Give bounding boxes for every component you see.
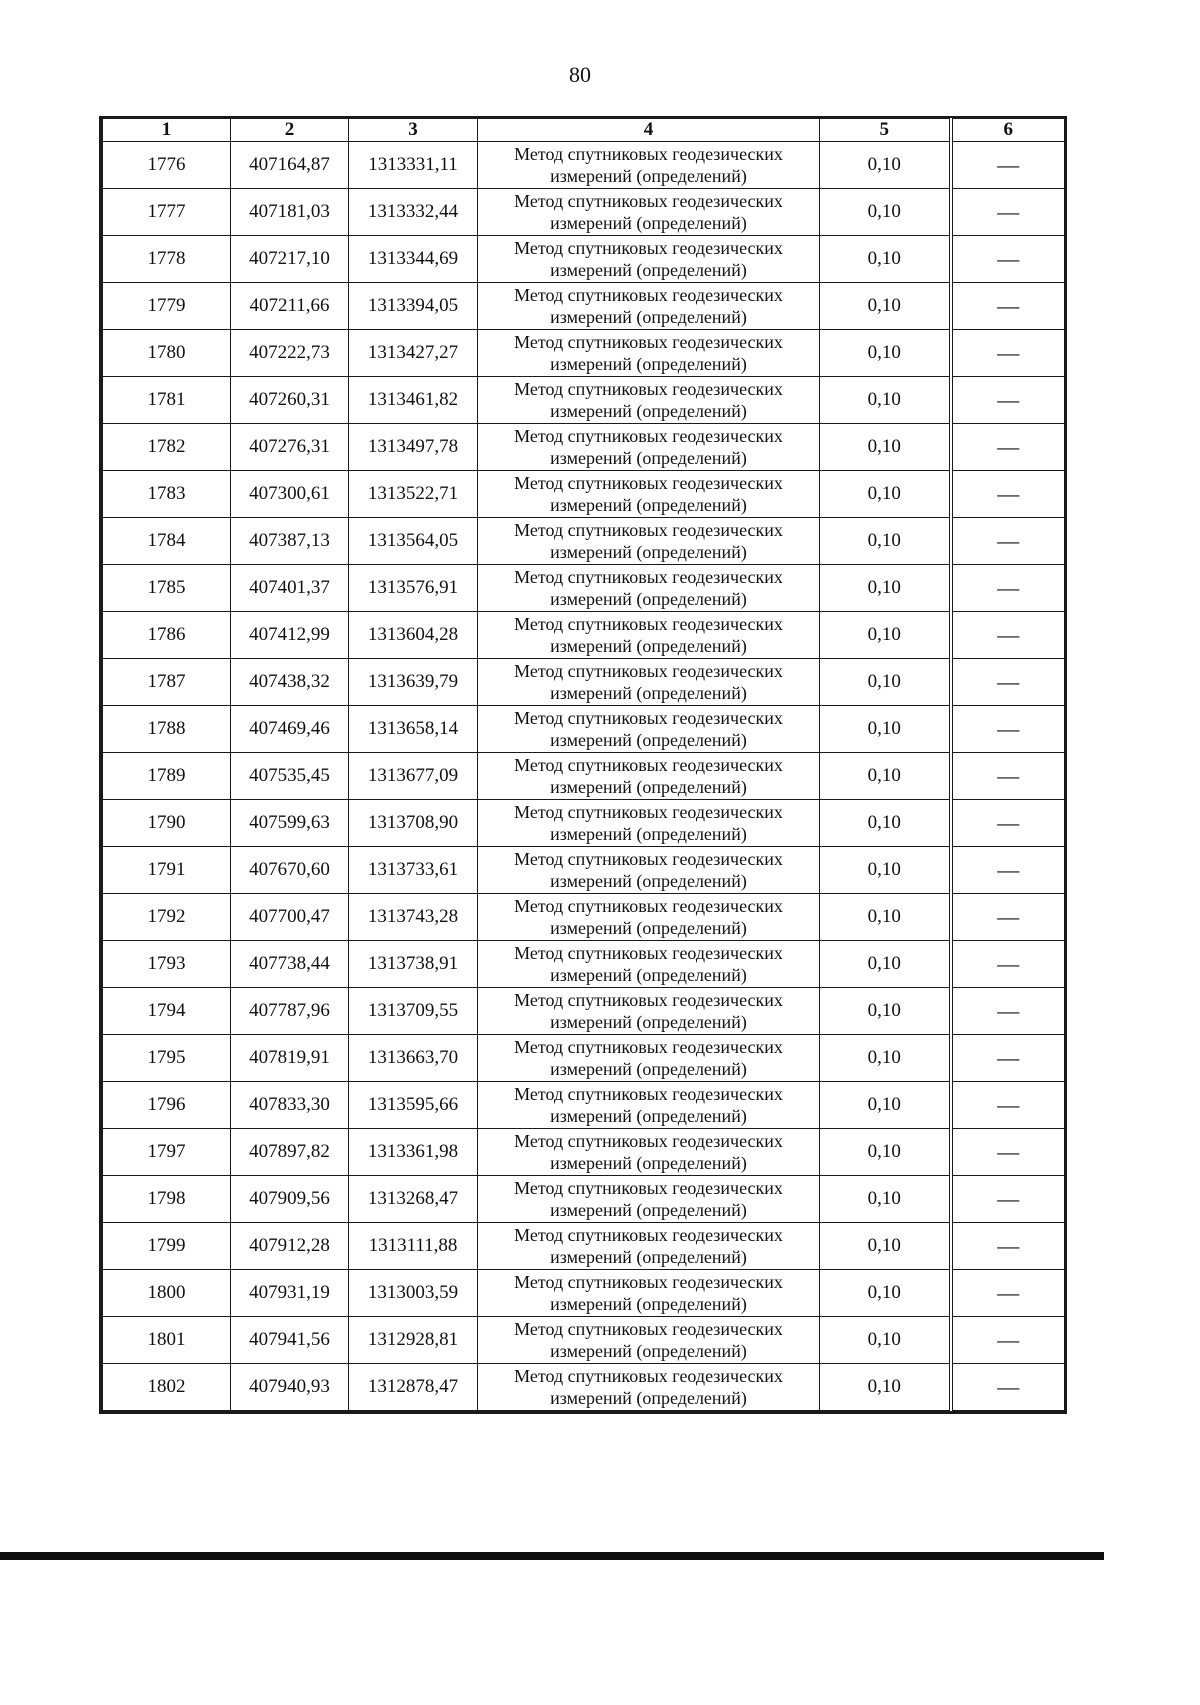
point-number-cell: 1788 [103, 706, 231, 753]
coordinate-x-cell: 407700,47 [231, 894, 349, 941]
point-number-cell: 1793 [103, 941, 231, 988]
method-cell [478, 800, 820, 847]
coordinate-x-cell: 407211,66 [231, 283, 349, 330]
accuracy-cell: 0,10 [820, 706, 951, 753]
table-row [103, 471, 1065, 518]
method-text-line-1: Метод спутниковых геодезических [514, 567, 783, 587]
coordinate-y-cell: 1313677,09 [349, 753, 478, 800]
method-text-line-1: Метод спутниковых геодезических [514, 990, 783, 1010]
table-row [103, 706, 1065, 753]
method-cell [478, 1129, 820, 1176]
table-row [103, 612, 1065, 659]
coordinate-x-cell: 407787,96 [231, 988, 349, 1035]
coordinate-y-cell: 1313564,05 [349, 518, 478, 565]
accuracy-cell: 0,10 [820, 894, 951, 941]
table-row [103, 659, 1065, 706]
table-row [103, 565, 1065, 612]
coordinate-y-cell: 1313604,28 [349, 612, 478, 659]
coordinate-y-cell: 1313332,44 [349, 189, 478, 236]
method-cell [478, 1223, 820, 1270]
method-text-line-2: измерений (определений) [550, 730, 747, 750]
method-text-line-1: Метод спутниковых геодезических [514, 238, 783, 258]
note-cell: — [951, 612, 1065, 659]
note-cell: — [951, 1223, 1065, 1270]
method-text-line-2: измерений (определений) [550, 683, 747, 703]
point-number-cell: 1795 [103, 1035, 231, 1082]
method-text-line-1: Метод спутниковых геодезических [514, 1319, 783, 1339]
coordinate-y-cell: 1313461,82 [349, 377, 478, 424]
point-number-cell: 1780 [103, 330, 231, 377]
note-cell: — [951, 424, 1065, 471]
point-number-cell: 1776 [103, 142, 231, 189]
method-cell [478, 1364, 820, 1411]
coordinate-x-cell: 407912,28 [231, 1223, 349, 1270]
table-row [103, 800, 1065, 847]
coordinate-y-cell: 1313738,91 [349, 941, 478, 988]
note-cell: — [951, 1270, 1065, 1317]
method-text-line-1: Метод спутниковых геодезических [514, 896, 783, 916]
note-cell: — [951, 330, 1065, 377]
point-number-cell: 1798 [103, 1176, 231, 1223]
note-cell: — [951, 988, 1065, 1035]
accuracy-cell: 0,10 [820, 1223, 951, 1270]
coordinate-y-cell: 1313361,98 [349, 1129, 478, 1176]
method-text-line-1: Метод спутниковых геодезических [514, 708, 783, 728]
method-cell [478, 988, 820, 1035]
method-text-line-1: Метод спутниковых геодезических [514, 379, 783, 399]
method-text-line-1: Метод спутниковых геодезических [514, 614, 783, 634]
accuracy-cell: 0,10 [820, 142, 951, 189]
method-text-line-2: измерений (определений) [550, 448, 747, 468]
coordinate-y-cell: 1313733,61 [349, 847, 478, 894]
method-text-line-2: измерений (определений) [550, 1341, 747, 1361]
note-cell: — [951, 377, 1065, 424]
table-row [103, 847, 1065, 894]
method-cell [478, 471, 820, 518]
point-number-cell: 1784 [103, 518, 231, 565]
coordinate-x-cell: 407469,46 [231, 706, 349, 753]
coordinate-y-cell: 1313709,55 [349, 988, 478, 1035]
method-cell [478, 189, 820, 236]
method-text-line-1: Метод спутниковых геодезических [514, 1178, 783, 1198]
coordinate-y-cell: 1313663,70 [349, 1035, 478, 1082]
method-cell [478, 612, 820, 659]
accuracy-cell: 0,10 [820, 283, 951, 330]
note-cell: — [951, 189, 1065, 236]
table-header-row [103, 119, 1065, 142]
table-row [103, 1317, 1065, 1364]
note-cell: — [951, 1176, 1065, 1223]
method-cell [478, 1082, 820, 1129]
point-number-cell: 1789 [103, 753, 231, 800]
accuracy-cell: 0,10 [820, 1082, 951, 1129]
accuracy-cell: 0,10 [820, 1176, 951, 1223]
point-number-cell: 1782 [103, 424, 231, 471]
coordinate-x-cell: 407260,31 [231, 377, 349, 424]
method-text-line-1: Метод спутниковых геодезических [514, 1272, 783, 1292]
table-row [103, 1364, 1065, 1411]
accuracy-cell: 0,10 [820, 330, 951, 377]
page-number: 80 [569, 62, 591, 87]
coordinate-y-cell: 1313427,27 [349, 330, 478, 377]
note-cell: — [951, 1082, 1065, 1129]
note-cell: — [951, 894, 1065, 941]
point-number-cell: 1802 [103, 1364, 231, 1411]
table-row [103, 1270, 1065, 1317]
method-cell [478, 706, 820, 753]
table-row [103, 1082, 1065, 1129]
method-cell [478, 518, 820, 565]
note-cell: — [951, 518, 1065, 565]
method-cell [478, 659, 820, 706]
note-cell: — [951, 706, 1065, 753]
accuracy-cell: 0,10 [820, 377, 951, 424]
point-number-cell: 1785 [103, 565, 231, 612]
method-cell [478, 377, 820, 424]
coordinate-x-cell: 407438,32 [231, 659, 349, 706]
method-text-line-1: Метод спутниковых геодезических [514, 661, 783, 681]
coordinate-x-cell: 407940,93 [231, 1364, 349, 1411]
point-number-cell: 1779 [103, 283, 231, 330]
method-text-line-2: измерений (определений) [550, 589, 747, 609]
method-text-line-1: Метод спутниковых геодезических [514, 1366, 783, 1386]
method-cell [478, 894, 820, 941]
coordinate-y-cell: 1313394,05 [349, 283, 478, 330]
coordinate-y-cell: 1313639,79 [349, 659, 478, 706]
note-cell: — [951, 236, 1065, 283]
coordinate-x-cell: 407738,44 [231, 941, 349, 988]
column-header-2: 2 [231, 119, 349, 142]
point-number-cell: 1794 [103, 988, 231, 1035]
table-row [103, 142, 1065, 189]
coordinate-x-cell: 407599,63 [231, 800, 349, 847]
point-number-cell: 1781 [103, 377, 231, 424]
method-cell [478, 847, 820, 894]
coordinate-x-cell: 407535,45 [231, 753, 349, 800]
note-cell: — [951, 800, 1065, 847]
coordinate-x-cell: 407670,60 [231, 847, 349, 894]
coordinate-y-cell: 1312928,81 [349, 1317, 478, 1364]
coordinate-x-cell: 407387,13 [231, 518, 349, 565]
method-text-line-1: Метод спутниковых геодезических [514, 144, 783, 164]
accuracy-cell: 0,10 [820, 988, 951, 1035]
table-row [103, 424, 1065, 471]
coordinate-x-cell: 407909,56 [231, 1176, 349, 1223]
coordinate-x-cell: 407819,91 [231, 1035, 349, 1082]
method-cell [478, 1270, 820, 1317]
accuracy-cell: 0,10 [820, 1270, 951, 1317]
method-text-line-1: Метод спутниковых геодезических [514, 1131, 783, 1151]
point-number-cell: 1787 [103, 659, 231, 706]
accuracy-cell: 0,10 [820, 424, 951, 471]
table-row [103, 1035, 1065, 1082]
table-row [103, 753, 1065, 800]
accuracy-cell: 0,10 [820, 1317, 951, 1364]
column-header-1: 1 [103, 119, 231, 142]
coordinate-x-cell: 407164,87 [231, 142, 349, 189]
method-text-line-1: Метод спутниковых геодезических [514, 943, 783, 963]
method-text-line-2: измерений (определений) [550, 307, 747, 327]
method-text-line-2: измерений (определений) [550, 965, 747, 985]
accuracy-cell: 0,10 [820, 565, 951, 612]
coordinate-x-cell: 407276,31 [231, 424, 349, 471]
point-number-cell: 1799 [103, 1223, 231, 1270]
method-cell [478, 330, 820, 377]
table-row [103, 518, 1065, 565]
accuracy-cell: 0,10 [820, 659, 951, 706]
coordinate-y-cell: 1313344,69 [349, 236, 478, 283]
coordinate-y-cell: 1313331,11 [349, 142, 478, 189]
coordinates-table [99, 116, 1067, 1414]
scan-edge-line [0, 1552, 1104, 1560]
note-cell: — [951, 142, 1065, 189]
coordinate-y-cell: 1313708,90 [349, 800, 478, 847]
method-text-line-2: измерений (определений) [550, 354, 747, 374]
coordinate-y-cell: 1313268,47 [349, 1176, 478, 1223]
coordinate-y-cell: 1313595,66 [349, 1082, 478, 1129]
coordinate-x-cell: 407931,19 [231, 1270, 349, 1317]
coordinate-x-cell: 407833,30 [231, 1082, 349, 1129]
method-text-line-2: измерений (определений) [550, 495, 747, 515]
method-text-line-2: измерений (определений) [550, 871, 747, 891]
note-cell: — [951, 471, 1065, 518]
method-cell [478, 1035, 820, 1082]
coordinate-x-cell: 407300,61 [231, 471, 349, 518]
method-text-line-2: измерений (определений) [550, 542, 747, 562]
method-text-line-1: Метод спутниковых геодезических [514, 473, 783, 493]
accuracy-cell: 0,10 [820, 800, 951, 847]
accuracy-cell: 0,10 [820, 1364, 951, 1411]
coordinate-y-cell: 1312878,47 [349, 1364, 478, 1411]
method-text-line-2: измерений (определений) [550, 213, 747, 233]
method-text-line-2: измерений (определений) [550, 1059, 747, 1079]
note-cell: — [951, 565, 1065, 612]
coordinate-y-cell: 1313111,88 [349, 1223, 478, 1270]
method-text-line-2: измерений (определений) [550, 1388, 747, 1408]
method-text-line-2: измерений (определений) [550, 777, 747, 797]
method-text-line-2: измерений (определений) [550, 636, 747, 656]
accuracy-cell: 0,10 [820, 1035, 951, 1082]
point-number-cell: 1777 [103, 189, 231, 236]
method-text-line-2: измерений (определений) [550, 260, 747, 280]
method-cell [478, 236, 820, 283]
note-cell: — [951, 1035, 1065, 1082]
coordinate-x-cell: 407401,37 [231, 565, 349, 612]
table-row [103, 283, 1065, 330]
point-number-cell: 1792 [103, 894, 231, 941]
note-cell: — [951, 1364, 1065, 1411]
method-cell [478, 565, 820, 612]
method-text-line-2: измерений (определений) [550, 824, 747, 844]
coordinate-y-cell: 1313497,78 [349, 424, 478, 471]
coordinate-x-cell: 407941,56 [231, 1317, 349, 1364]
coordinate-x-cell: 407897,82 [231, 1129, 349, 1176]
method-text-line-2: измерений (определений) [550, 1012, 747, 1032]
method-text-line-1: Метод спутниковых геодезических [514, 1225, 783, 1245]
method-text-line-1: Метод спутниковых геодезических [514, 520, 783, 540]
accuracy-cell: 0,10 [820, 189, 951, 236]
method-cell [478, 1176, 820, 1223]
coordinate-x-cell: 407181,03 [231, 189, 349, 236]
column-header-6: 6 [951, 119, 1065, 142]
point-number-cell: 1801 [103, 1317, 231, 1364]
table-row [103, 1129, 1065, 1176]
method-cell [478, 283, 820, 330]
table-row [103, 236, 1065, 283]
coordinate-x-cell: 407217,10 [231, 236, 349, 283]
table-row [103, 941, 1065, 988]
column-header-4: 4 [478, 119, 820, 142]
note-cell: — [951, 753, 1065, 800]
note-cell: — [951, 1317, 1065, 1364]
method-text-line-1: Метод спутниковых геодезических [514, 1084, 783, 1104]
method-text-line-2: измерений (определений) [550, 1294, 747, 1314]
note-cell: — [951, 283, 1065, 330]
method-text-line-2: измерений (определений) [550, 1106, 747, 1126]
point-number-cell: 1786 [103, 612, 231, 659]
accuracy-cell: 0,10 [820, 236, 951, 283]
table-row [103, 988, 1065, 1035]
point-number-cell: 1778 [103, 236, 231, 283]
method-text-line-1: Метод спутниковых геодезических [514, 285, 783, 305]
method-text-line-1: Метод спутниковых геодезических [514, 332, 783, 352]
method-cell [478, 1317, 820, 1364]
note-cell: — [951, 1129, 1065, 1176]
point-number-cell: 1800 [103, 1270, 231, 1317]
table-row [103, 189, 1065, 236]
method-cell [478, 424, 820, 471]
method-text-line-2: измерений (определений) [550, 1153, 747, 1173]
table-row [103, 1176, 1065, 1223]
coordinate-x-cell: 407412,99 [231, 612, 349, 659]
accuracy-cell: 0,10 [820, 471, 951, 518]
point-number-cell: 1791 [103, 847, 231, 894]
method-text-line-2: измерений (определений) [550, 166, 747, 186]
accuracy-cell: 0,10 [820, 612, 951, 659]
coordinate-y-cell: 1313743,28 [349, 894, 478, 941]
accuracy-cell: 0,10 [820, 941, 951, 988]
method-cell [478, 142, 820, 189]
method-cell [478, 753, 820, 800]
method-text-line-1: Метод спутниковых геодезических [514, 849, 783, 869]
method-text-line-1: Метод спутниковых геодезических [514, 426, 783, 446]
point-number-cell: 1797 [103, 1129, 231, 1176]
coordinate-y-cell: 1313576,91 [349, 565, 478, 612]
coordinate-y-cell: 1313658,14 [349, 706, 478, 753]
table-body [103, 142, 1065, 1411]
method-text-line-1: Метод спутниковых геодезических [514, 191, 783, 211]
method-text-line-2: измерений (определений) [550, 918, 747, 938]
method-text-line-1: Метод спутниковых геодезических [514, 755, 783, 775]
method-text-line-2: измерений (определений) [550, 1200, 747, 1220]
point-number-cell: 1783 [103, 471, 231, 518]
column-header-3: 3 [349, 119, 478, 142]
accuracy-cell: 0,10 [820, 1129, 951, 1176]
accuracy-cell: 0,10 [820, 753, 951, 800]
method-cell [478, 941, 820, 988]
table-row [103, 1223, 1065, 1270]
coordinate-x-cell: 407222,73 [231, 330, 349, 377]
method-text-line-2: измерений (определений) [550, 1247, 747, 1267]
method-text-line-1: Метод спутниковых геодезических [514, 1037, 783, 1057]
table-row [103, 330, 1065, 377]
column-header-5: 5 [820, 119, 951, 142]
accuracy-cell: 0,10 [820, 518, 951, 565]
point-number-cell: 1796 [103, 1082, 231, 1129]
note-cell: — [951, 659, 1065, 706]
point-number-cell: 1790 [103, 800, 231, 847]
coordinate-y-cell: 1313003,59 [349, 1270, 478, 1317]
table-row [103, 377, 1065, 424]
accuracy-cell: 0,10 [820, 847, 951, 894]
method-text-line-2: измерений (определений) [550, 401, 747, 421]
coordinate-y-cell: 1313522,71 [349, 471, 478, 518]
note-cell: — [951, 941, 1065, 988]
method-text-line-1: Метод спутниковых геодезических [514, 802, 783, 822]
table-row [103, 894, 1065, 941]
note-cell: — [951, 847, 1065, 894]
